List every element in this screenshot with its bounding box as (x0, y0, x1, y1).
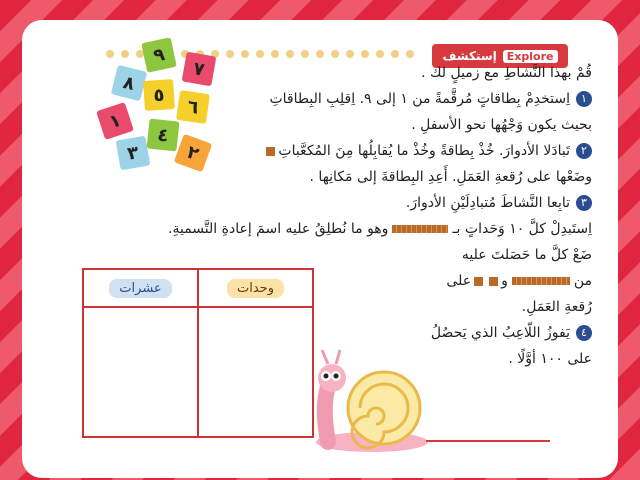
intro-text: قُمْ بهذا النَّشاطِ مع زميلٍ لك . (421, 65, 592, 81)
step-number: ١ (576, 91, 592, 107)
unit-cube-icon (489, 277, 498, 286)
card-tile: ٤ (147, 119, 180, 152)
step-text: من (573, 273, 592, 289)
step-1-cont: بحيث يكون وَجْهُها نحو الأسفلِ . (411, 117, 592, 133)
card-tile: ٥ (143, 79, 175, 111)
step-2-cont: وضَعْها على رُقعةِ العَمَلِ. أَعِدِ البِطاقةَ إلى مَكانِها . (309, 169, 592, 185)
tens-column (84, 270, 197, 436)
card-tile: ٨ (111, 65, 147, 101)
step-1 (202, 86, 592, 112)
answer-line (426, 440, 550, 442)
step-4-cont: على ١٠٠ أوَّلًا . (508, 351, 592, 367)
step-3-cont (168, 216, 592, 242)
step-text: على (446, 273, 472, 289)
step-3 (202, 190, 592, 216)
step-number: ٤ (576, 325, 592, 341)
card-tile: ٦ (176, 90, 210, 124)
card-tile: ٢ (174, 134, 212, 172)
unit-cube-icon (266, 147, 275, 156)
card-tile: ٩ (141, 37, 177, 73)
step-text: اِستَبدِلْ كلَّ ١٠ وَحَداتٍ بـ (452, 221, 592, 237)
step-2 (202, 138, 592, 164)
step-3-cont2: ضَعْ كلَّ ما حَصَلتَ عليه (461, 247, 592, 263)
step-text: تابِعا النَّشاطَ مُتبادِلَيْنِ الأدوارَ. (405, 195, 570, 211)
card-tile: ٣ (116, 136, 151, 171)
step-text: و (501, 273, 508, 289)
step-number: ٢ (576, 143, 592, 159)
card-tile: ١ (96, 102, 134, 140)
tens-header: عشرات (109, 279, 171, 298)
ten-rod-icon (392, 225, 448, 233)
step-text: يَفوزُ اللّاعِبُ الذي يَحصُلُ (430, 325, 570, 341)
snail-illustration (310, 338, 440, 458)
step-number: ٣ (576, 195, 592, 211)
badge-arabic: إستكشف (442, 49, 497, 63)
units-header: وحدات (227, 279, 284, 298)
card-tile: ٧ (182, 52, 217, 87)
step-text: تَبادَلا الأدوارَ. خُذْ بِطاقةً وخُذْ ما يُقابِلُها مِنَ المُكعَّباتِ (278, 143, 570, 159)
worksheet-card (22, 20, 618, 478)
units-column (197, 270, 312, 436)
step-text: وهو ما نُطلِقُ عليه اسمَ إعادةِ التَّسميةِ. (168, 221, 389, 237)
step-3-cont4: رُقعةِ العَمَلِ. (521, 299, 592, 315)
badge-english: Explore (503, 50, 558, 63)
place-value-mat (82, 268, 314, 438)
ten-rod-icon (512, 277, 570, 285)
step-text: اِستخدِمْ بِطاقاتٍ مُرقَّمةً من ١ إلى ٩. اِقلِبِ البِطاقاتِ (269, 91, 570, 107)
unit-cube-icon (474, 277, 483, 286)
